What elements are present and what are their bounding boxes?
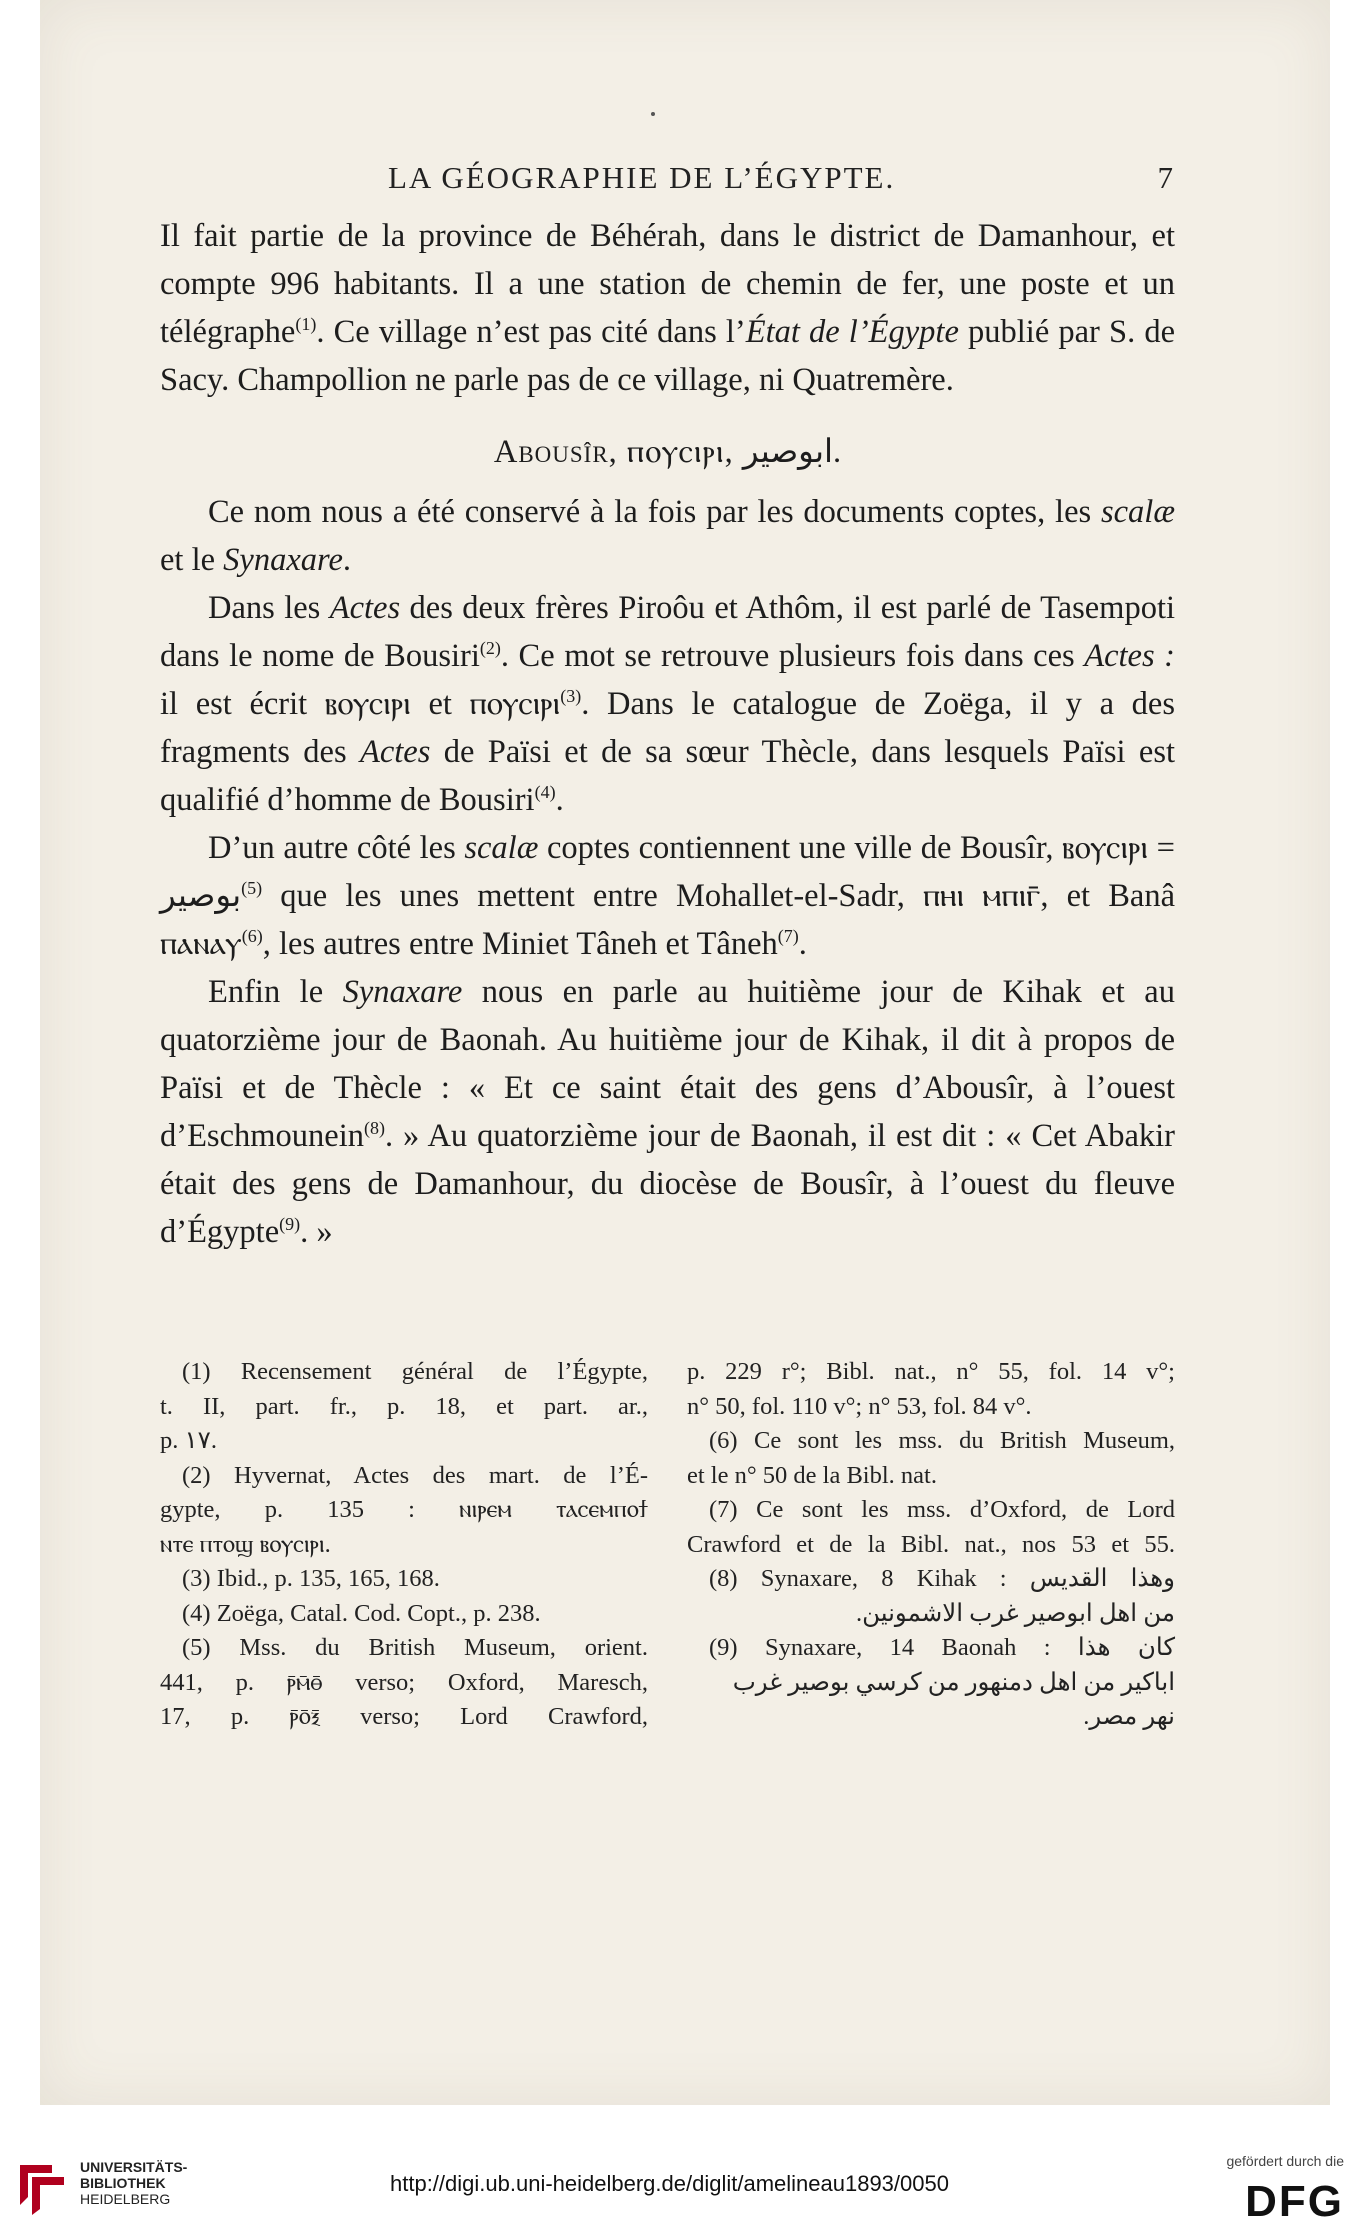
footnote-line: اباكير من اهل دمنهور من كرسي بوصير غرب	[732, 1668, 1175, 1696]
paragraph-1: Il fait partie de la province de Béhérah, dans le district de Damanhour, et compte 996 habitants. Il a une station de chemin de fer, une poste et un télégraphe$^{(1)}$. Ce village n’est pas cité dans l’État de l’Égypte publié par S. de Sacy. Champollion ne parle pas de ce village, ni Quatremère.	[160, 218, 1175, 398]
footnote-line: (2) Hyvernat, Actes des mart. de l’É-	[182, 1461, 648, 1489]
footnotes	[160, 1355, 1175, 1730]
footnote-line: p. 229 r°; Bibl. nat., n° 55, fol. 14 v°;	[687, 1358, 1175, 1385]
paragraph-2: Ce nom nous a été conservé à la fois par les documents coptes, les scalæ et le Synaxare.	[160, 494, 1175, 578]
library-logo-icon	[12, 2155, 72, 2215]
footnote-ref[interactable]: (2)	[479, 638, 501, 658]
paragraph-4: D’un autre côté les scalæ coptes contiennent une ville de Bousîr, ⲃⲟⲩⲥⲓⲣⲓ = بوصير$^{(5)}$ que les unes mettent entre Mohallet-el-Sadr, ⲡⲏⲓ ⲙⲡⲓⲅ̄, et Banâ ⲡⲁⲛⲁⲩ$^{(6)}$, les autres entre Miniet Tâneh et Tâneh$^{(7)}$.	[160, 830, 1175, 962]
footnote-line: 441, p. ⲣ̄ⲙ̄ⲑ̄ verso; Oxford, Maresch,	[160, 1668, 648, 1696]
footnote-line: من اهل ابوصير غرب الاشمونين.	[855, 1599, 1175, 1627]
footnote-ref[interactable]: (6)	[241, 926, 263, 946]
footnote-ref[interactable]: (7)	[777, 926, 799, 946]
footnote-line: (1) Recensement général de l’Égypte,	[182, 1358, 648, 1385]
running-head-title: LA GÉOGRAPHIE DE L’ÉGYPTE.	[388, 160, 896, 195]
footnote-line: ⲛⲧⲉ ⲡⲧⲟϣ ⲃⲟⲩⲥⲓⲣⲓ.	[160, 1530, 331, 1558]
footnote-line: t. II, part. fr., p. 18, et part. ar.,	[160, 1392, 648, 1420]
footnote-ref[interactable]: (1)	[295, 314, 317, 334]
footnote-line: نهر مصر.	[1083, 1703, 1175, 1730]
footnote-ref[interactable]: (8)	[363, 1118, 385, 1138]
footnote-ref[interactable]: (4)	[534, 782, 556, 802]
footnote-line: gypte, p. 135 : ⲛⲓⲣⲉⲙ ⲧⲁⲥⲉⲙⲡⲟϯ	[160, 1496, 648, 1523]
footnote-line: (4) Zoëga, Catal. Cod. Copt., p. 238.	[182, 1599, 541, 1627]
section-heading: Abousîr, ⲡⲟⲩⲥⲓⲣⲓ, ابوصير.	[493, 434, 842, 470]
footnote-line: 17, p. ⲣ̄ⲟ̄ⲝ̄ verso; Lord Crawford,	[160, 1703, 648, 1730]
footnotes-left-column	[160, 1355, 648, 1735]
viewer-footer	[0, 2135, 1366, 2232]
footnote-line: Crawford et de la Bibl. nat., nos 53 et 55.	[687, 1530, 1175, 1558]
footnote-ref[interactable]: (5)	[241, 878, 263, 898]
footnote-line: (7) Ce sont les mss. d’Oxford, de Lord	[709, 1496, 1175, 1523]
footnote-line: (9) Synaxare, 14 Baonah : كان هذا	[709, 1634, 1175, 1661]
dfg-logo[interactable]: DFG	[1245, 2177, 1344, 2226]
page-number: 7	[1157, 160, 1175, 195]
footnote-line: p. ١٧.	[160, 1427, 217, 1454]
paragraph-3: Dans les Actes des deux frères Piroôu et Athôm, il est parlé de Tasempoti dans le nome de Bousiri$^{(2)}$. Ce mot se retrouve plusieurs fois dans ces Actes : il est écrit ⲃⲟⲩⲥⲓⲣⲓ et ⲡⲟⲩⲥⲓⲣⲓ$^{(3)}$. Dans le catalogue de Zoëga, il y a des fragments des Actes de Païsi et de sa sœur Thècle, dans lesquels Païsi est qualifié d’homme de Bousiri$^{(4)}$.	[160, 590, 1176, 818]
main-text	[160, 212, 1175, 1256]
running-head	[160, 160, 1175, 200]
funding-label: gefördert durch die	[1226, 2153, 1344, 2169]
footnotes-right-column	[687, 1355, 1175, 1735]
print-mark	[651, 112, 655, 116]
footnote-line: (3) Ibid., p. 135, 165, 168.	[182, 1565, 440, 1592]
footnote-line: (6) Ce sont les mss. du British Museum,	[709, 1427, 1175, 1454]
footnote-ref[interactable]: (9)	[279, 1214, 301, 1234]
footnote-line: (5) Mss. du British Museum, orient.	[182, 1634, 648, 1661]
paragraph-5: Enfin le Synaxare nous en parle au huitième jour de Kihak et au quatorzième jour de Baonah. Au huitième jour de Kihak, il dit à propos de Païsi et de Thècle : « Et ce saint était des gens d’Abousîr, à l’ouest d’Eschmounein$^{(8)}$. » Au quatorzième jour de Baonah, il est dit : « Cet Abakir était des gens de Damanhour, du diocèse de Bousîr, à l’ouest du fleuve d’Égypte$^{(9)}$. »	[160, 974, 1175, 1250]
permalink-url[interactable]: http://digi.ub.uni-heidelberg.de/diglit/amelineau1893/0050	[390, 2171, 949, 2196]
library-name[interactable]: UNIVERSITÄTS- BIBLIOTHEK HEIDELBERG	[80, 2159, 188, 2207]
footnote-line: (8) Synaxare, 8 Kihak : وهذا القديس	[709, 1565, 1175, 1592]
footnote-ref[interactable]: (3)	[560, 686, 582, 706]
footnote-line: n° 50, fol. 110 v°; n° 53, fol. 84 v°.	[687, 1392, 1032, 1420]
footnote-line: et le n° 50 de la Bibl. nat.	[687, 1461, 937, 1489]
